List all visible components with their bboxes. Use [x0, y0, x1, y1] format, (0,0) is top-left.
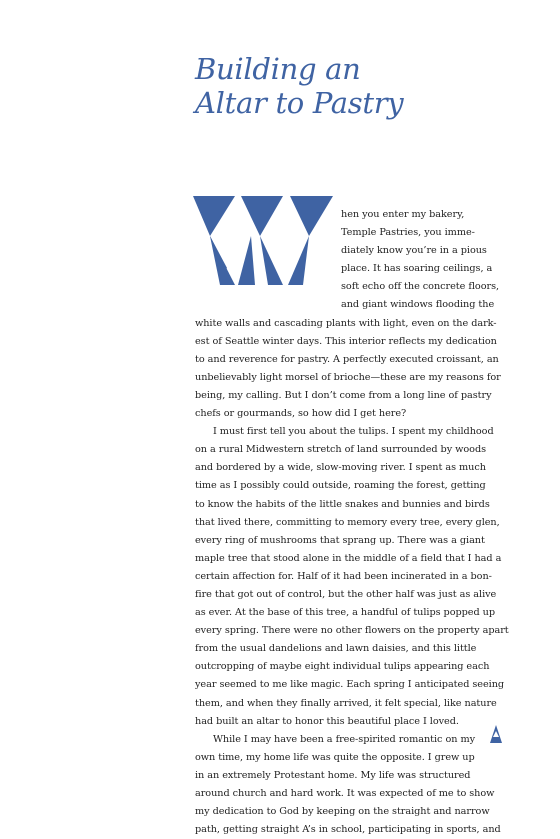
text-line: I must first tell you about the tulips. I spent my childhood [213, 426, 494, 438]
text-line: fire that got out of control, but the other half was just as alive [195, 588, 497, 600]
text-line: every spring. There were no other flowers on the property apart [195, 625, 509, 637]
text-line: had built an altar to honor this beautiful place I loved. [195, 715, 459, 727]
text-line: unbelievably light morsel of brioche—these are my reasons for [195, 371, 501, 383]
text-line: maple tree that stood alone in the middle of a field that I had a [195, 552, 502, 564]
text-line: chefs or gourmands, so how did I get here? [195, 408, 407, 420]
chapter-title-line: Building an [195, 52, 361, 86]
chapter-title [195, 52, 515, 120]
text-line: and giant windows flooding the [341, 299, 495, 311]
text-line: from the usual dandelions and lawn daisies, and this little [195, 643, 477, 655]
text-line: as ever. At the base of this tree, a handful of tulips popped up [195, 607, 496, 619]
text-line: soft echo off the concrete floors, [341, 281, 500, 293]
text-line: every ring of mushrooms that sprang up. There was a giant [195, 534, 485, 546]
triangle-mark-icon [490, 725, 502, 743]
text-line: While I may have been a free-spirited romantic on my [213, 733, 475, 745]
text-line: and bordered by a wide, slow-moving river. I spent as much [195, 462, 486, 474]
text-line: white walls and cascading plants with light, even on the dark- [195, 317, 497, 329]
text-line: certain affection for. Half of it had been incinerated in a bon- [195, 570, 492, 582]
text-line: est of Seattle winter days. This interior reflects my dedication [195, 335, 497, 347]
text-line: in an extremely Protestant home. My life was structured [195, 769, 471, 781]
text-line: hen you enter my bakery, [341, 209, 465, 220]
text-line: that lived there, committing to memory every tree, every glen, [195, 516, 500, 528]
article-body [195, 206, 509, 839]
text-line: being, my calling. But I don’t come from a long line of pastry [195, 389, 492, 401]
text-line: own time, my home life was quite the opposite. I grew up [195, 751, 475, 763]
text-line: to and reverence for pastry. A perfectly executed croissant, an [195, 353, 499, 365]
text-line: Temple Pastries, you imme- [341, 227, 475, 239]
text-line: on a rural Midwestern stretch of land surrounded by woods [195, 444, 487, 456]
text-line: to know the habits of the little snakes and bunnies and birds [195, 498, 490, 510]
text-line: time as I possibly could outside, roaming the forest, getting [195, 480, 486, 492]
text-line: outcropping of maybe eight individual tulips appearing each [195, 661, 490, 673]
chapter-title-line: Altar to Pastry [195, 86, 404, 120]
text-line: path, getting straight A’s in school, participating in sports, and [195, 824, 501, 836]
text-line: place. It has soaring ceilings, a [341, 263, 493, 275]
text-line: diately know you’re in a pious [341, 245, 487, 257]
text-line: year seemed to me like magic. Each spring I anticipated seeing [195, 679, 505, 691]
text-line: my dedication to God by keeping on the straight and narrow [195, 806, 490, 818]
text-line: them, and when they finally arrived, it felt special, like nature [195, 697, 497, 709]
text-line: around church and hard work. It was expected of me to show [195, 788, 495, 799]
